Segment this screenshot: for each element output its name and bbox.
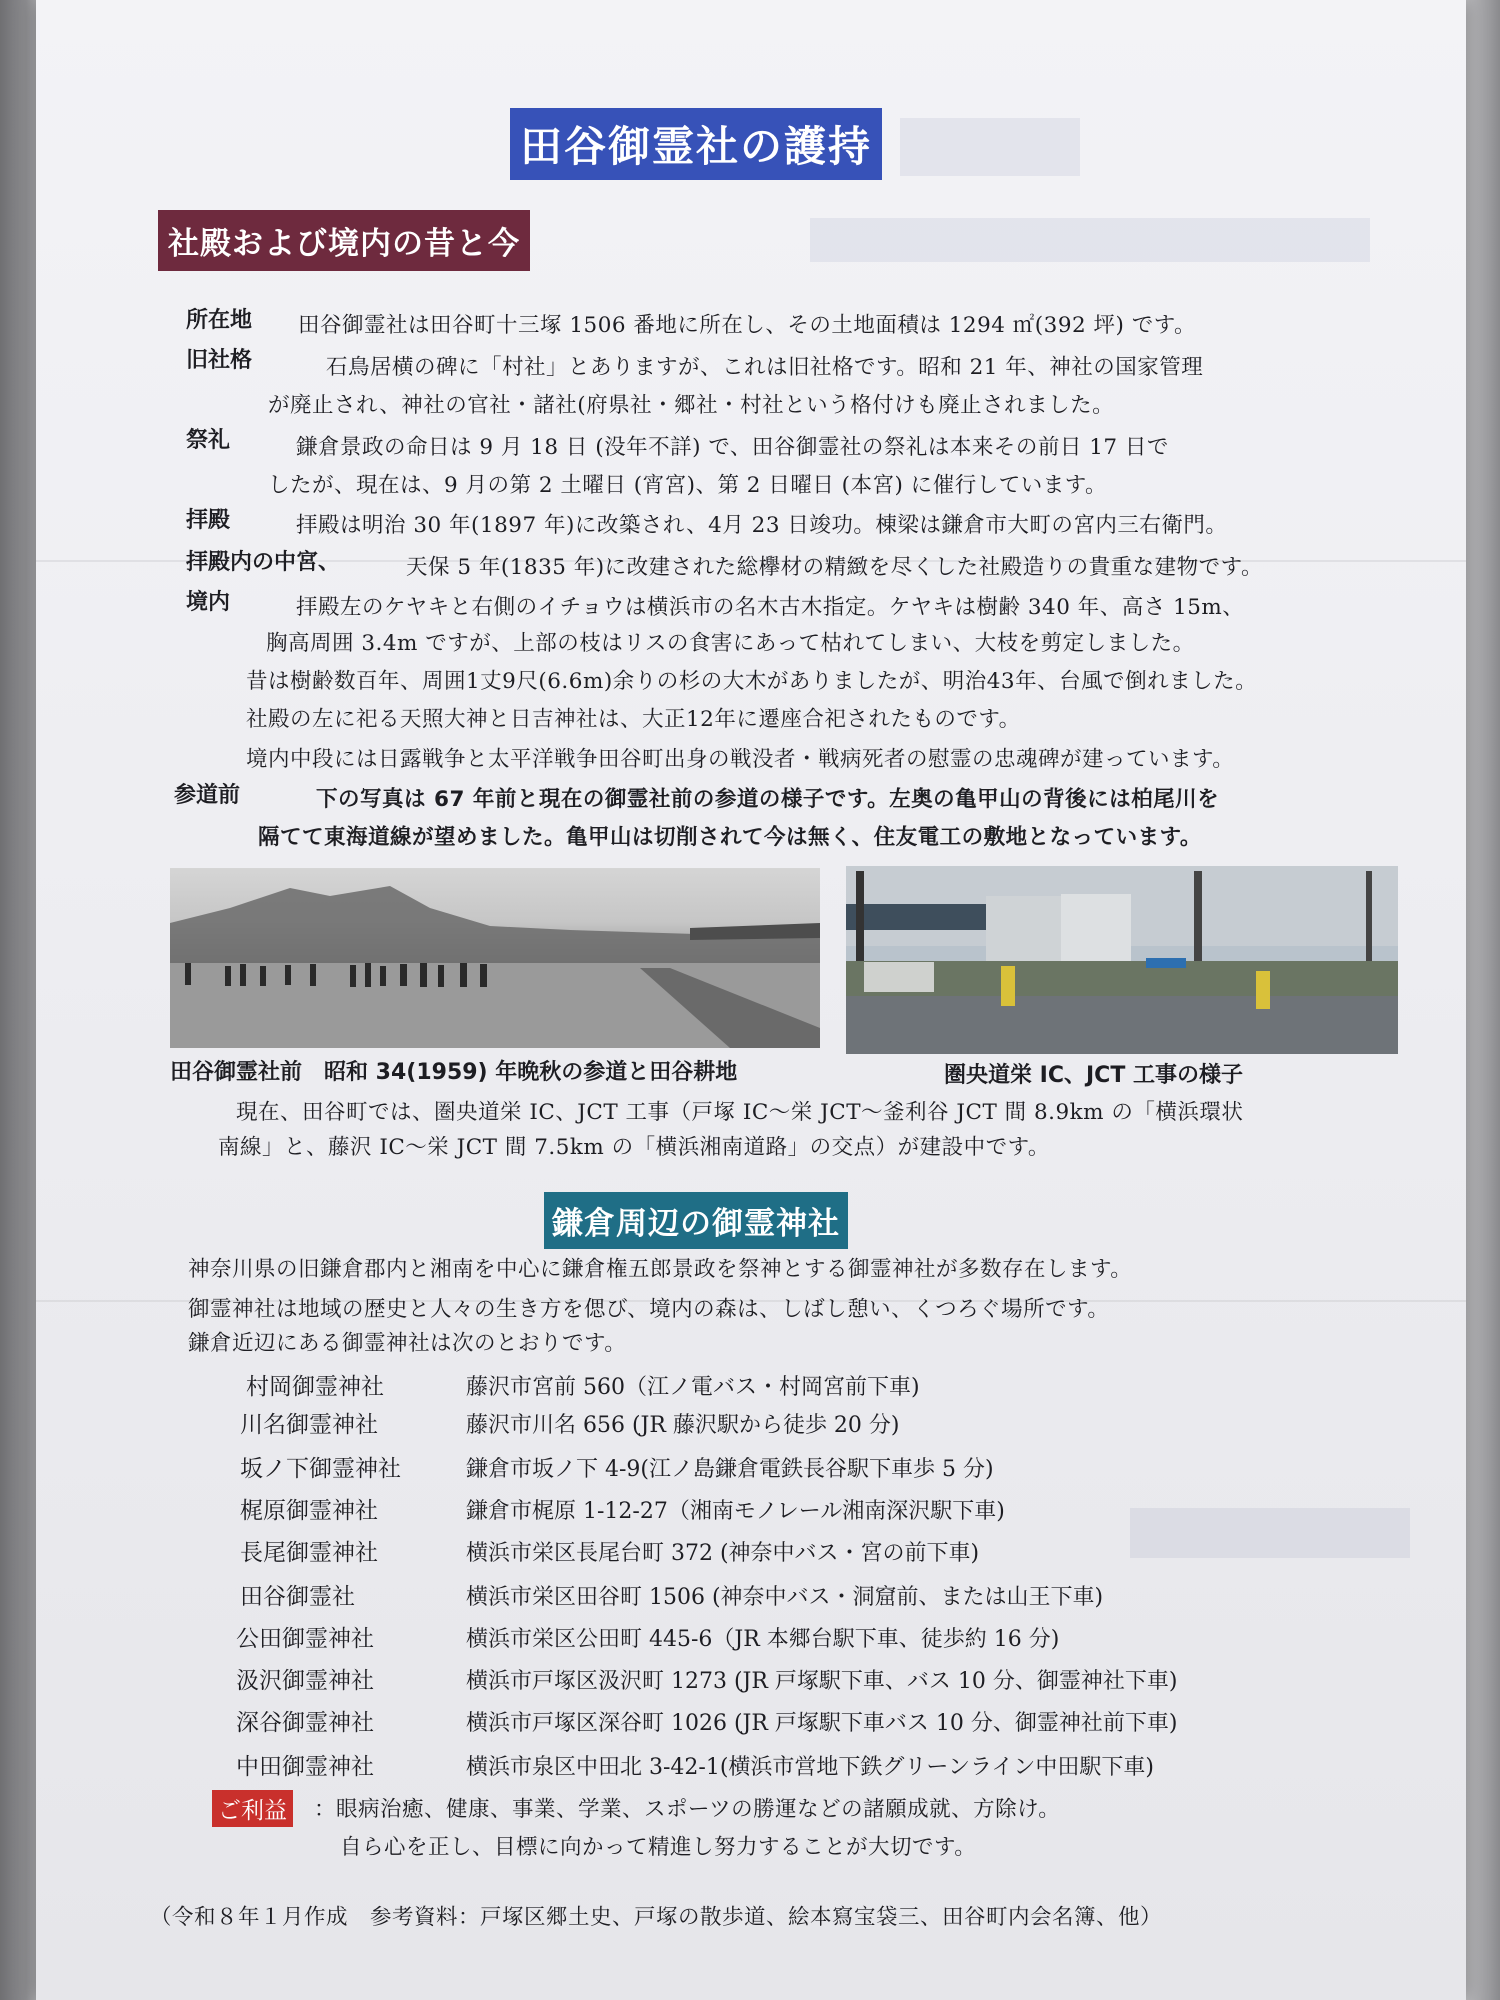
intro-text: 御霊神社は地域の歴史と人々の生き方を偲び、境内の森は、しばし憩い、くつろぐ場所です。 — [188, 1297, 1110, 1322]
entry-text: 昔は樹齢数百年、周囲1丈9尺(6.6m)余りの杉の大木がありましたが、明治43年、台風で倒れました。 — [246, 669, 1258, 694]
intro-text: 神奈川県の旧鎌倉郡内と湘南を中心に鎌倉権五郎景政を祭神とする御霊神社が多数存在します。 — [188, 1257, 1133, 1282]
construction-text: 現在、田谷町では、圏央道栄 IC、JCT 工事（戸塚 IC～栄 JCT～釜利谷 JCT 間 8.9km の「横浜環状 — [236, 1100, 1244, 1125]
bleed-through-mark — [900, 118, 1080, 176]
entry-label-grounds: 境内 — [186, 590, 231, 615]
entry-text: が廃止され、神社の官社・諸社(府県社・郷社・村社という格付けも廃止されました。 — [268, 393, 1115, 418]
entry-label-approach: 参道前 — [174, 783, 241, 808]
entry-label-old-rank: 旧社格 — [186, 348, 253, 373]
shrine-name: 公田御霊神社 — [236, 1626, 374, 1652]
shrine-address: 鎌倉市坂ノ下 4-9(江ノ島鎌倉電鉄長谷駅下車歩 5 分) — [466, 1457, 994, 1482]
shrine-address: 藤沢市川名 656 (JR 藤沢駅から徒歩 20 分) — [466, 1413, 900, 1438]
bleed-through-mark — [810, 218, 1370, 262]
photo-construction — [846, 866, 1398, 1054]
construction-text: 南線」と、藤沢 IC～栄 JCT 間 7.5km の「横浜湘南道路」の交点）が建設中です。 — [218, 1135, 1050, 1160]
shrine-name: 田谷御霊社 — [240, 1584, 355, 1610]
shrine-address: 横浜市戸塚区汲沢町 1273 (JR 戸塚駅下車、バス 10 分、御霊神社下車) — [466, 1669, 1178, 1694]
shrine-name: 村岡御霊神社 — [246, 1374, 384, 1400]
entry-label-festival: 祭礼 — [186, 428, 231, 453]
old-photo-scene — [170, 868, 820, 1048]
section-heading-precinct: 社殿および境内の昔と今 — [158, 210, 530, 271]
entry-label-location: 所在地 — [186, 308, 253, 333]
shrine-name: 中田御霊神社 — [236, 1754, 374, 1780]
photo-caption-old: 田谷御霊社前 昭和 34(1959) 年晩秋の参道と田谷耕地 — [170, 1060, 738, 1085]
shrine-address: 横浜市戸塚区深谷町 1026 (JR 戸塚駅下車バス 10 分、御霊神社前下車) — [466, 1711, 1178, 1736]
entry-text: 拝殿は明治 30 年(1897 年)に改築され、4月 23 日竣功。棟梁は鎌倉市大町の宮内三右衛門。 — [296, 513, 1228, 538]
intro-text: 鎌倉近辺にある御霊神社は次のとおりです。 — [188, 1331, 627, 1356]
section-heading-goryo-shrines: 鎌倉周辺の御霊神社 — [544, 1192, 848, 1249]
shrine-address: 横浜市泉区中田北 3-42-1(横浜市営地下鉄グリーンライン中田駅下車) — [466, 1755, 1154, 1780]
shrine-name: 川名御霊神社 — [240, 1412, 378, 1438]
entry-label-worship-hall: 拝殿 — [186, 508, 231, 533]
shrine-name: 汲沢御霊神社 — [236, 1668, 374, 1694]
footer-note: （令和８年１月作成 参考資料：戸塚区郷土史、戸塚の散歩道、絵本寫宝袋三、田谷町内会名簿、他） — [150, 1905, 1163, 1930]
entry-text: 田谷御霊社は田谷町十三塚 1506 番地に所在し、その土地面積は 1294 ㎡(392 坪) です。 — [298, 313, 1197, 338]
shrine-address: 藤沢市宮前 560（江ノ電バス・村岡宮前下車) — [466, 1375, 920, 1400]
entry-text: 隔てて東海道線が望めました。亀甲山は切削されて今は無く、住友電工の敷地となっています。 — [258, 825, 1202, 850]
page-title: 田谷御霊社の護持 — [510, 108, 882, 180]
entry-text: 鎌倉景政の命日は 9 月 18 日 (没年不詳) で、田谷御霊社の祭礼は本来その前日 17 日で — [296, 435, 1169, 460]
benefit-label: ご利益 — [212, 1790, 293, 1827]
entry-label-inner-shrine: 拝殿内の中宮、 — [186, 550, 341, 575]
shrine-address: 横浜市栄区長尾台町 372 (神奈中バス・宮の前下車) — [466, 1541, 980, 1566]
shrine-name: 深谷御霊神社 — [236, 1710, 374, 1736]
shrine-address: 鎌倉市梶原 1-12-27（湘南モノレール湘南深沢駅下車) — [466, 1499, 1005, 1524]
entry-text: 境内中段には日露戦争と太平洋戦争田谷町出身の戦没者・戦病死者の慰霊の忠魂碑が建っています。 — [246, 747, 1235, 772]
shrine-address: 横浜市栄区公田町 445-6（JR 本郷台駅下車、徒歩約 16 分) — [466, 1627, 1060, 1652]
shrine-name: 坂ノ下御霊神社 — [240, 1456, 401, 1482]
entry-text: 石鳥居横の碑に「村社」とありますが、これは旧社格です。昭和 21 年、神社の国家管理 — [326, 355, 1204, 380]
shrine-name: 梶原御霊神社 — [240, 1498, 378, 1524]
benefit-text: 自ら心を正し、目標に向かって精進し努力することが大切です。 — [340, 1835, 977, 1860]
bleed-through-mark — [1130, 1508, 1410, 1558]
entry-text: 胸高周囲 3.4m ですが、上部の枝はリスの食害にあって枯れてしまい、大枝を剪定しました。 — [266, 631, 1195, 656]
shrine-address: 横浜市栄区田谷町 1506 (神奈中バス・洞窟前、または山王下車) — [466, 1585, 1104, 1610]
entry-text: 下の写真は 67 年前と現在の御霊社前の参道の様子です。左奥の亀甲山の背後には柏尾川を — [316, 787, 1220, 812]
photo-caption-construction: 圏央道栄 IC、JCT 工事の様子 — [944, 1063, 1243, 1088]
construction-photo-scene — [846, 866, 1398, 1054]
entry-text: 天保 5 年(1835 年)に改建された総欅材の精緻を尽くした社殿造りの貴重な建物です。 — [406, 555, 1263, 580]
entry-text: 社殿の左に祀る天照大神と日吉神社は、大正12年に遷座合祀されたものです。 — [246, 707, 1021, 732]
entry-text: 拝殿左のケヤキと右側のイチョウは横浜市の名木古木指定。ケヤキは樹齢 340 年、高さ 15m、 — [296, 595, 1245, 620]
photo-old-approach — [170, 868, 820, 1048]
benefit-text: ：眼病治癒、健康、事業、学業、スポーツの勝運などの諸願成就、方除け。 — [314, 1797, 1061, 1822]
shrine-name: 長尾御霊神社 — [240, 1540, 378, 1566]
entry-text: したが、現在は、9 月の第 2 土曜日 (宵宮)、第 2 日曜日 (本宮) に催行しています。 — [268, 473, 1108, 498]
